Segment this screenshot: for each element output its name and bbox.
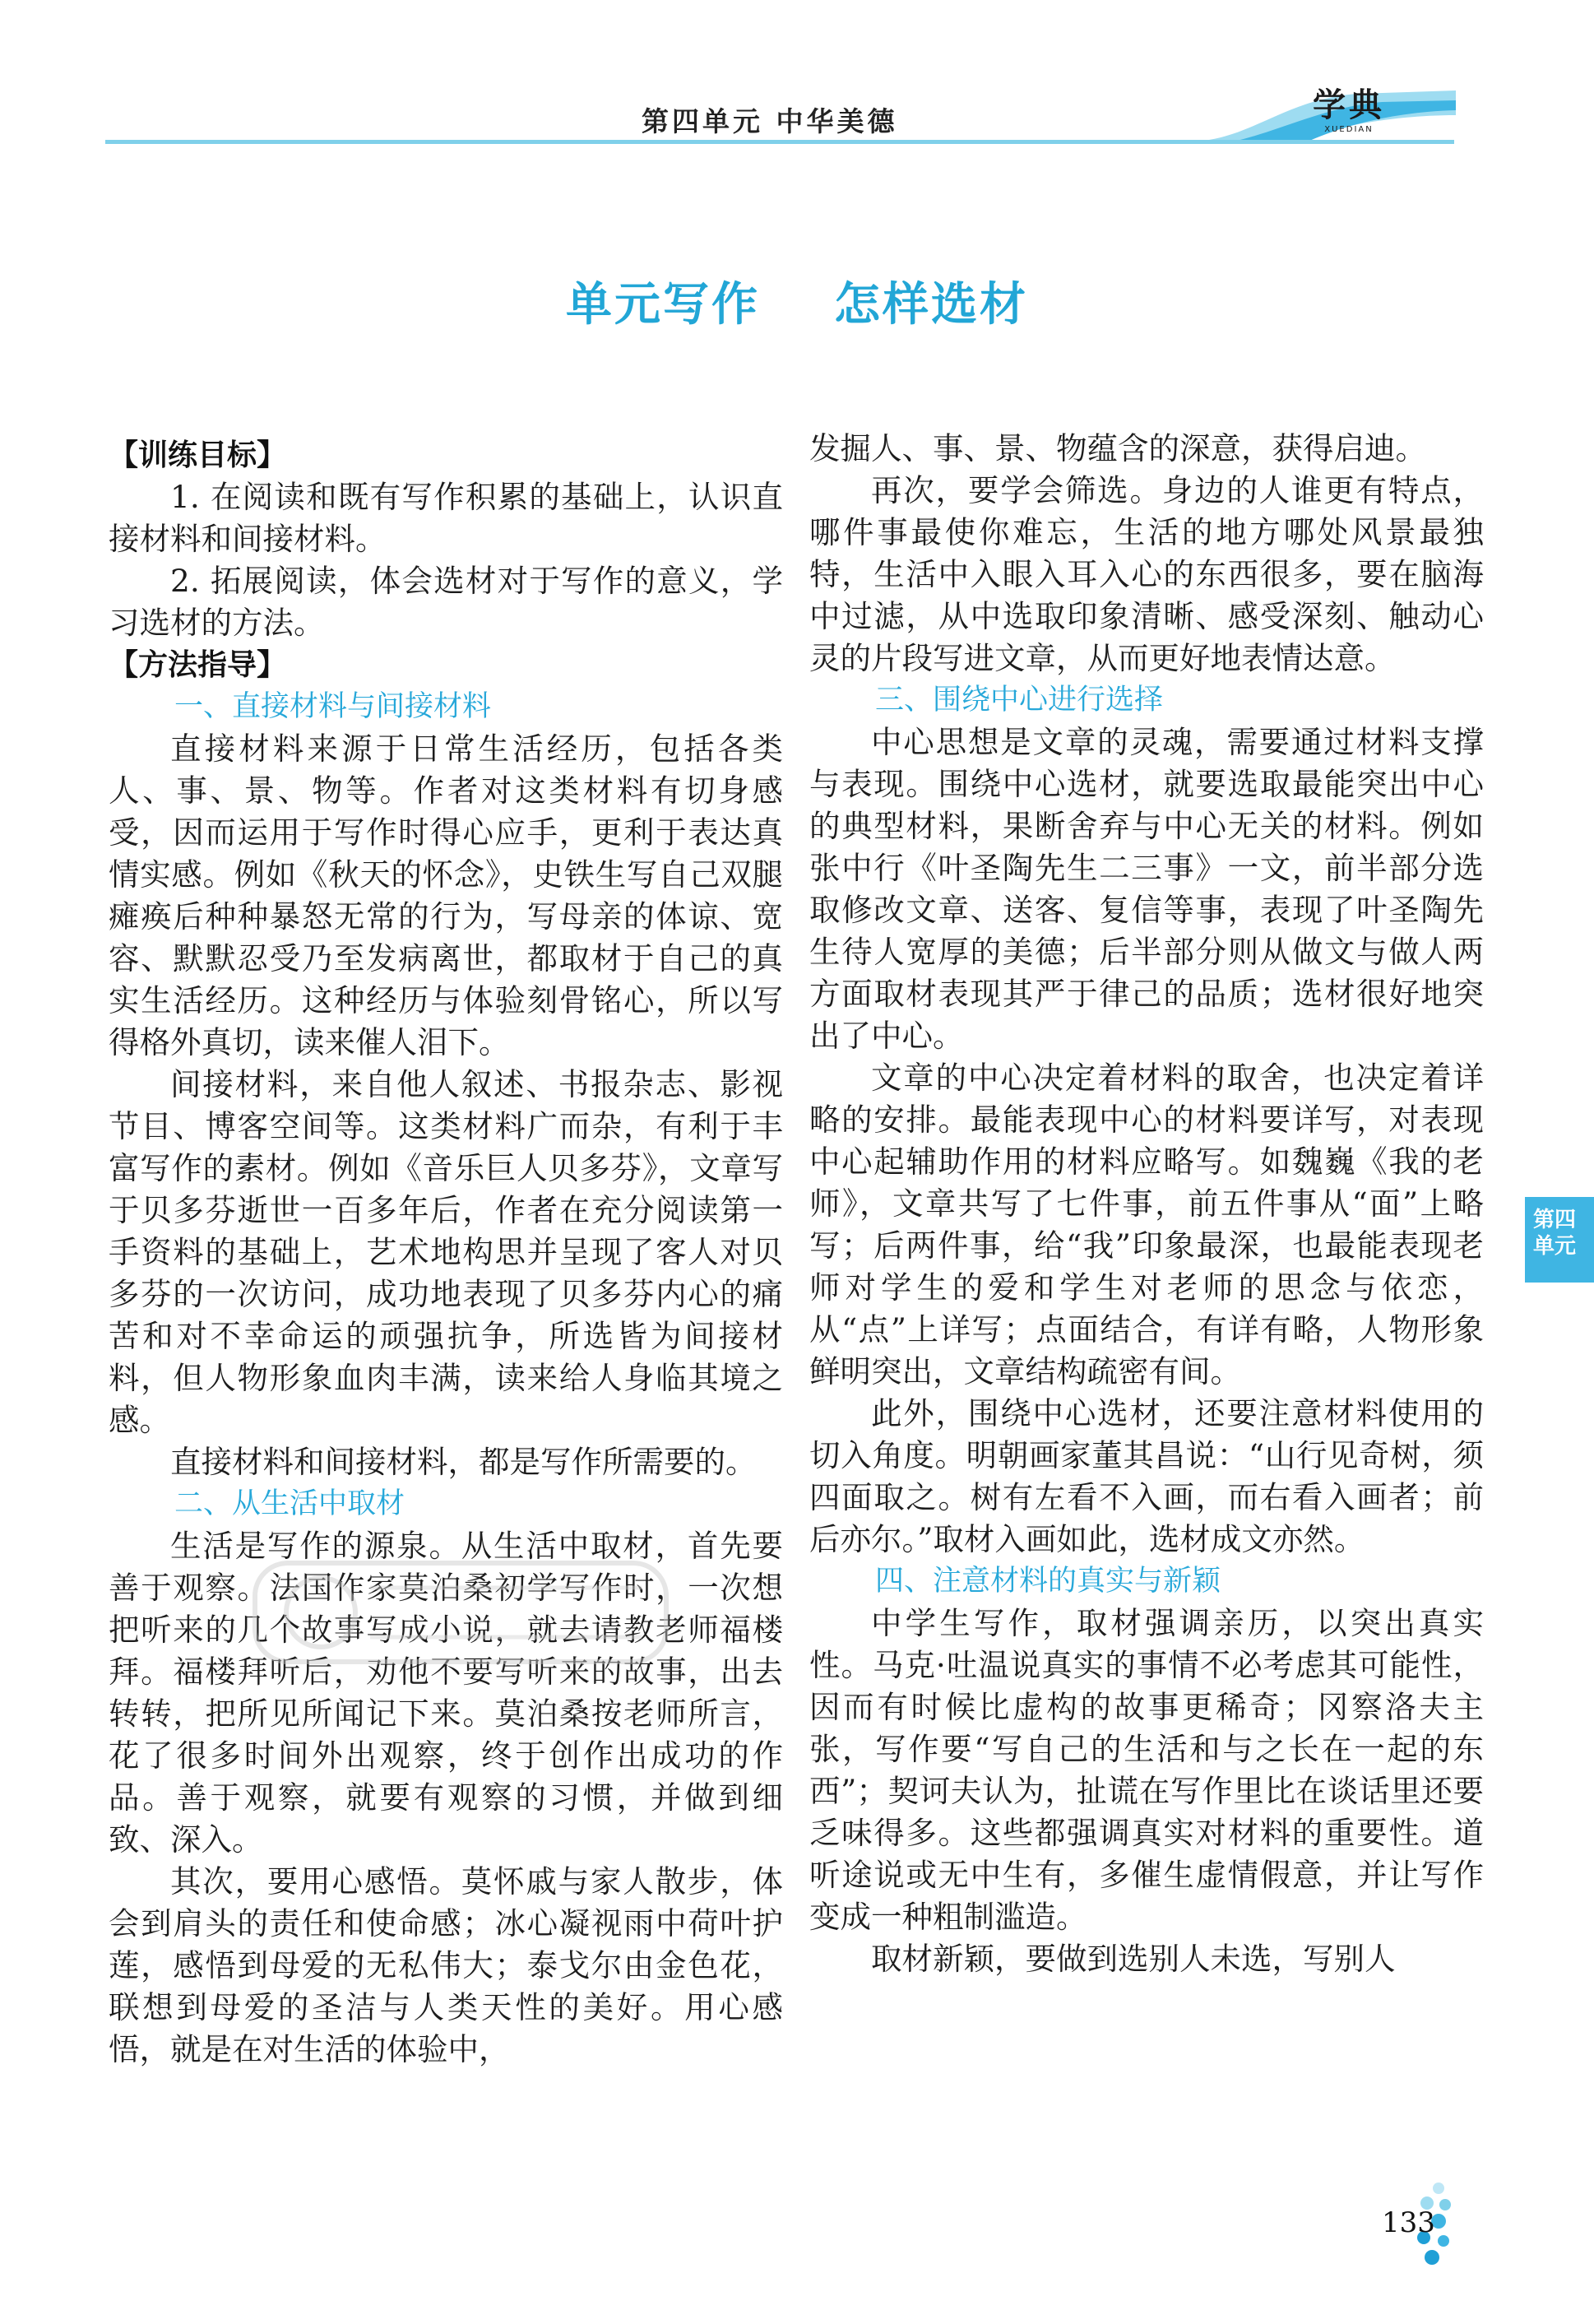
right-column: [809, 428, 1484, 1980]
paragraph: 中心思想是文章的灵魂，需要通过材料支撑与表现。围绕中心选材，就要选取最能突出中心的典型材料，果断舍弃与中心无关的材料。例如张中行《叶圣陶先生二三事》一文，前半部分选取修改文章、送客、复信等事，表现了叶圣陶先生待人宽厚的美德；后半部分则从做文与做人两方面取材表现其严于律己的品质；选材很好地突出了中心。: [809, 724, 1484, 1054]
goal-item-1: 1. 在阅读和既有写作积累的基础上，认识直接材料和间接材料。: [109, 479, 783, 557]
paragraph: 再次，要学会筛选。身边的人谁更有特点，哪件事最使你难忘，生活的地方哪处风景最独特，生活中入眼入耳入心的东西很多，要在脑海中过滤，从中选取印象清晰、感受深刻、触动心灵的片段写进文章，从而更好地表情达意。: [809, 472, 1484, 676]
paragraph: 间接材料，来自他人叙述、书报杂志、影视节目、博客空间等。这类材料广而杂，有利于丰富写作的素材。例如《音乐巨人贝多芬》，文章写于贝多芬逝世一百多年后，作者在充分阅读第一手资料的基础上，艺术地构思并呈现了客人对贝多芬的一次访问，成功地表现了贝多芬内心的痛苦和对不幸命运的顽强抗争，所选皆为间接材料，但人物形象血肉丰满，读来给人身临其境之感。: [109, 1066, 783, 1438]
paragraph: 中学生写作，取材强调亲历，以突出真实性。马克·吐温说真实的事情不必考虑其可能性，因而有时候比虚构的故事更稀奇；冈察洛夫主张，写作要“写自己的生活和与之长在一起的东西”；契诃夫认为，扯谎在写作里比在谈话里还要乏味得多。这些都强调真实对材料的重要性。道听途说或无中生有，多催生虚情假意，并让写作变成一种粗制滥造。: [809, 1605, 1484, 1935]
paragraph: 文章的中心决定着材料的取舍，也决定着详略的安排。最能表现中心的材料要详写，对表现中心起辅助作用的材料应略写。如魏巍《我的老师》，文章共写了七件事，前五件事从“面”上略写；后两件事，给“我”印象最深，也最能表现老师对学生的爱和学生对老师的思念与依恋，从“点”上详写；点面结合，有详有略，人物形象鲜明突出，文章结构疏密有间。: [809, 1060, 1484, 1389]
logo-subtext: XUEDIAN: [1324, 125, 1374, 134]
paragraph: 其次，要用心感悟。莫怀戚与家人散步，体会到肩头的责任和使命感；冰心凝视雨中荷叶护莲，感悟到母爱的无私伟大；泰戈尔由金色花，联想到母爱的圣洁与人类天性的美好。用心感悟，就是在对生活的体验中，: [109, 1863, 783, 2067]
logo-text: 学典: [1313, 86, 1385, 124]
paragraph: 取材新颖，要做到选别人未选，写别人: [871, 1941, 1396, 1977]
paragraph: 直接材料和间接材料，都是写作所需要的。: [170, 1444, 757, 1480]
subheading-2: 二、从生活中取材: [174, 1487, 405, 1520]
page-title: 单元写作 怎样选材: [566, 277, 1028, 332]
subheading-4: 四、注意材料的真实与新颖: [875, 1565, 1221, 1598]
page-number: 133: [1382, 2206, 1435, 2239]
goal-item-2: 2. 拓展阅读，体会选材对于写作的意义，学习选材的方法。: [109, 563, 783, 641]
logo: [1300, 86, 1398, 138]
header-divider: [105, 140, 1454, 144]
unit-side-tab: 第四单元: [1525, 1197, 1594, 1283]
section-heading-goals: 【训练目标】: [109, 438, 287, 472]
paragraph: 发掘人、事、景、物蕴含的深意，获得启迪。: [809, 430, 1426, 466]
paragraph: 此外，围绕中心选材，还要注意材料使用的切入角度。明朝画家董其昌说：“山行见奇树，须四面取之。树有左看不入画，而右看入画者；前后亦尔。”取材入画如此，选材成文亦然。: [809, 1395, 1484, 1557]
left-column: [109, 434, 783, 2071]
paragraph: 直接材料来源于日常生活经历，包括各类人、事、景、物等。作者对这类材料有切身感受，因而运用于写作时得心应手，更利于表达真情实感。例如《秋天的怀念》，史铁生写自己双腿瘫痪后种种暴怒无常的行为，写母亲的体谅、宽容、默默忍受乃至发病离世，都取材于自己的真实生活经历。这种经历与体验刻骨铭心，所以写得格外真切，读来催人泪下。: [109, 731, 783, 1060]
subheading-1: 一、直接材料与间接材料: [174, 690, 492, 723]
page-header: [0, 0, 1594, 165]
watermark-logo: [247, 1538, 674, 1678]
section-heading-methods: 【方法指导】: [109, 648, 287, 682]
paragraph: 生活是写作的源泉。从生活中取材，首先要善于观察。法国作家莫泊桑初学写作时，一次想把听来的几个故事写成小说，就去请教老师福楼拜。福楼拜听后，劝他不要写听来的故事，出去转转，把所见所闻记下来。莫泊桑按老师所言，花了很多时间外出观察，终于创作出成功的作品。善于观察，就要有观察的习惯，并做到细致、深入。: [109, 1528, 783, 1858]
unit-title: 第四单元 中华美德: [642, 105, 898, 137]
subheading-3: 三、围绕中心进行选择: [875, 684, 1164, 717]
